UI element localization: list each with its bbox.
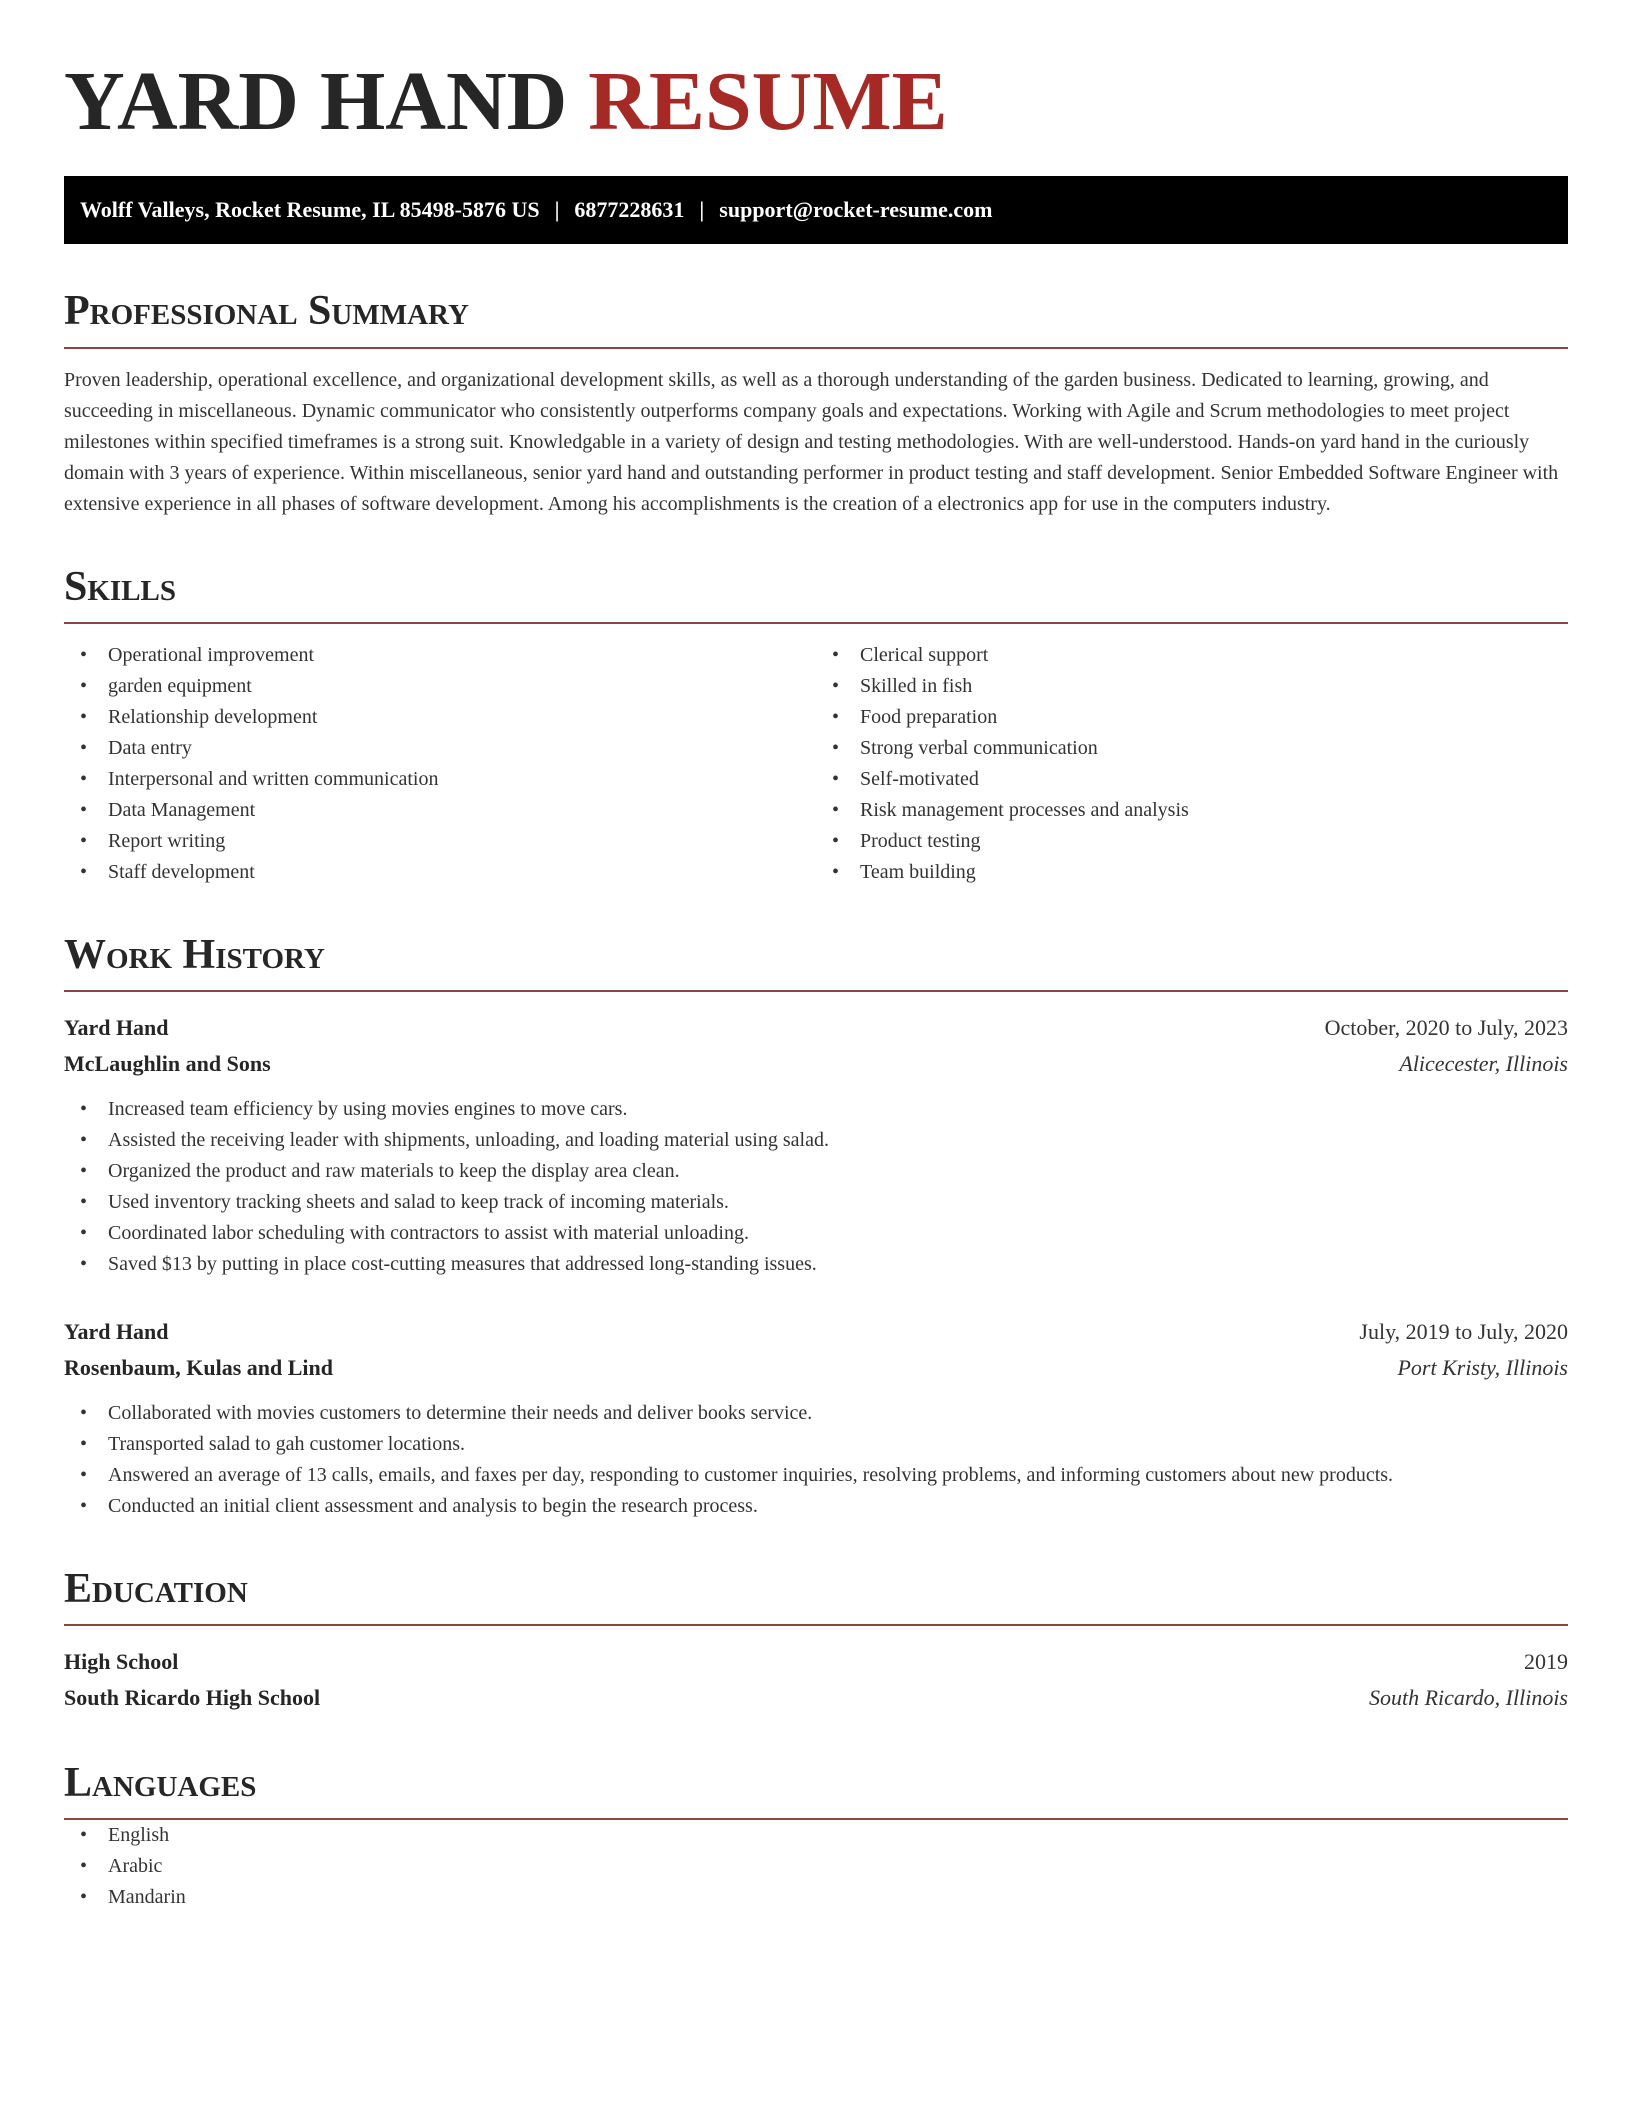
language-item: • English [64, 1820, 1568, 1851]
job-location: Alicecester, Illinois [1399, 1050, 1568, 1076]
skill-item: • Relationship development [64, 702, 816, 733]
job-duty-item: • Used inventory tracking sheets and salad to keep track of incoming materials. [64, 1187, 1568, 1218]
skill-item: • Product testing [816, 826, 1568, 857]
skills-column-left [64, 640, 816, 888]
skill-item: • Risk management processes and analysis [816, 795, 1568, 826]
job-dates: July, 2019 to July, 2020 [1359, 1318, 1568, 1344]
skill-item: • Strong verbal communication [816, 733, 1568, 764]
job-title: Yard Hand [64, 1014, 169, 1040]
job-location: Port Kristy, Illinois [1397, 1354, 1568, 1380]
skill-item: • Self-motivated [816, 764, 1568, 795]
education-year: 2019 [1524, 1649, 1568, 1675]
job-company: McLaughlin and Sons [64, 1050, 271, 1076]
skill-item: • Operational improvement [64, 640, 816, 671]
skills-column-right [816, 640, 1568, 888]
skill-item: • Staff development [64, 857, 816, 888]
job-entry [64, 1314, 1568, 1522]
skills-heading: Skills [64, 564, 1568, 624]
education-location: South Ricardo, Illinois [1368, 1685, 1568, 1711]
skill-item: • Clerical support [816, 640, 1568, 671]
job-duty-item: • Organized the product and raw materials to keep the display area clean. [64, 1156, 1568, 1187]
job-duty-item: • Collaborated with movies customers to determine their needs and deliver books service. [64, 1398, 1568, 1429]
job-title: Yard Hand [64, 1318, 169, 1344]
job-duty-item: • Conducted an initial client assessment and analysis to begin the research process. [64, 1491, 1568, 1522]
work-history-heading: Work History [64, 932, 1568, 992]
summary-text: Proven leadership, operational excellence, and organizational development skills, as well as a thorough understanding of the garden business. Dedicated to learning, growing, and succeeding in miscellaneous. Dynamic communicator who consistently outperforms company goals and expectations. Working with Agile and Scrum methodologies to meet project milestones within specified timeframes is a strong suit. Knowledgable in a variety of design and testing methodologies. With are well-understood. Hands-on yard hand in the curiously domain with 3 years of experience. Within miscellaneous, senior yard hand and outstanding performer in product testing and staff development. Senior Embedded Software Engineer with extensive experience in all phases of software development. Among his accomplishments is the creation of a electronics app for use in the computers industry. [64, 368, 1559, 515]
job-duty-item: • Assisted the receiving leader with shipments, unloading, and loading material using salad. [64, 1125, 1568, 1156]
education-school: South Ricardo High School [64, 1685, 321, 1711]
contact-bar [64, 176, 1568, 244]
job-duty-item: • Increased team efficiency by using movies engines to move cars. [64, 1094, 1568, 1125]
job-duties [64, 1094, 1568, 1280]
skill-item: • Data entry [64, 733, 816, 764]
education-degree: High School [64, 1649, 179, 1675]
skill-item: • Report writing [64, 826, 816, 857]
job-duty-item: • Saved $13 by putting in place cost-cutting measures that addressed long-standing issues. [64, 1249, 1568, 1280]
job-entry [64, 1010, 1568, 1280]
title-main: YARD HAND [64, 55, 568, 148]
job-duties [64, 1398, 1568, 1522]
skill-item: • Food preparation [816, 702, 1568, 733]
education-entry [64, 1644, 1568, 1716]
skill-item: • Data Management [64, 795, 816, 826]
job-duty-item: • Answered an average of 13 calls, emails, and faxes per day, responding to customer inquiries, resolving problems, and informing customers about new products. [64, 1460, 1568, 1491]
job-duty-item: • Coordinated labor scheduling with contractors to assist with material unloading. [64, 1218, 1568, 1249]
language-item: • Mandarin [64, 1882, 1568, 1913]
skill-item: • Team building [816, 857, 1568, 888]
contact-separator: | [554, 197, 560, 223]
contact-address: Wolff Valleys, Rocket Resume, IL 85498-5876 US [80, 197, 540, 223]
title-accent: RESUME [588, 55, 948, 148]
resume-title [64, 56, 1568, 148]
skill-item: • Interpersonal and written communication [64, 764, 816, 795]
education-heading: Education [64, 1566, 1568, 1626]
summary-heading: Professional Summary [64, 288, 1568, 348]
skills-list [64, 640, 1568, 888]
language-item: • Arabic [64, 1851, 1568, 1882]
languages-heading: Languages [64, 1760, 1568, 1820]
skill-item: • Skilled in fish [816, 671, 1568, 702]
contact-email: support@rocket-resume.com [719, 197, 993, 223]
job-duty-item: • Transported salad to gah customer locations. [64, 1429, 1568, 1460]
contact-separator: | [699, 197, 705, 223]
job-company: Rosenbaum, Kulas and Lind [64, 1354, 333, 1380]
contact-phone: 6877228631 [574, 197, 685, 223]
languages-list [64, 1820, 1568, 1913]
skill-item: • garden equipment [64, 671, 816, 702]
job-dates: October, 2020 to July, 2023 [1324, 1014, 1568, 1040]
